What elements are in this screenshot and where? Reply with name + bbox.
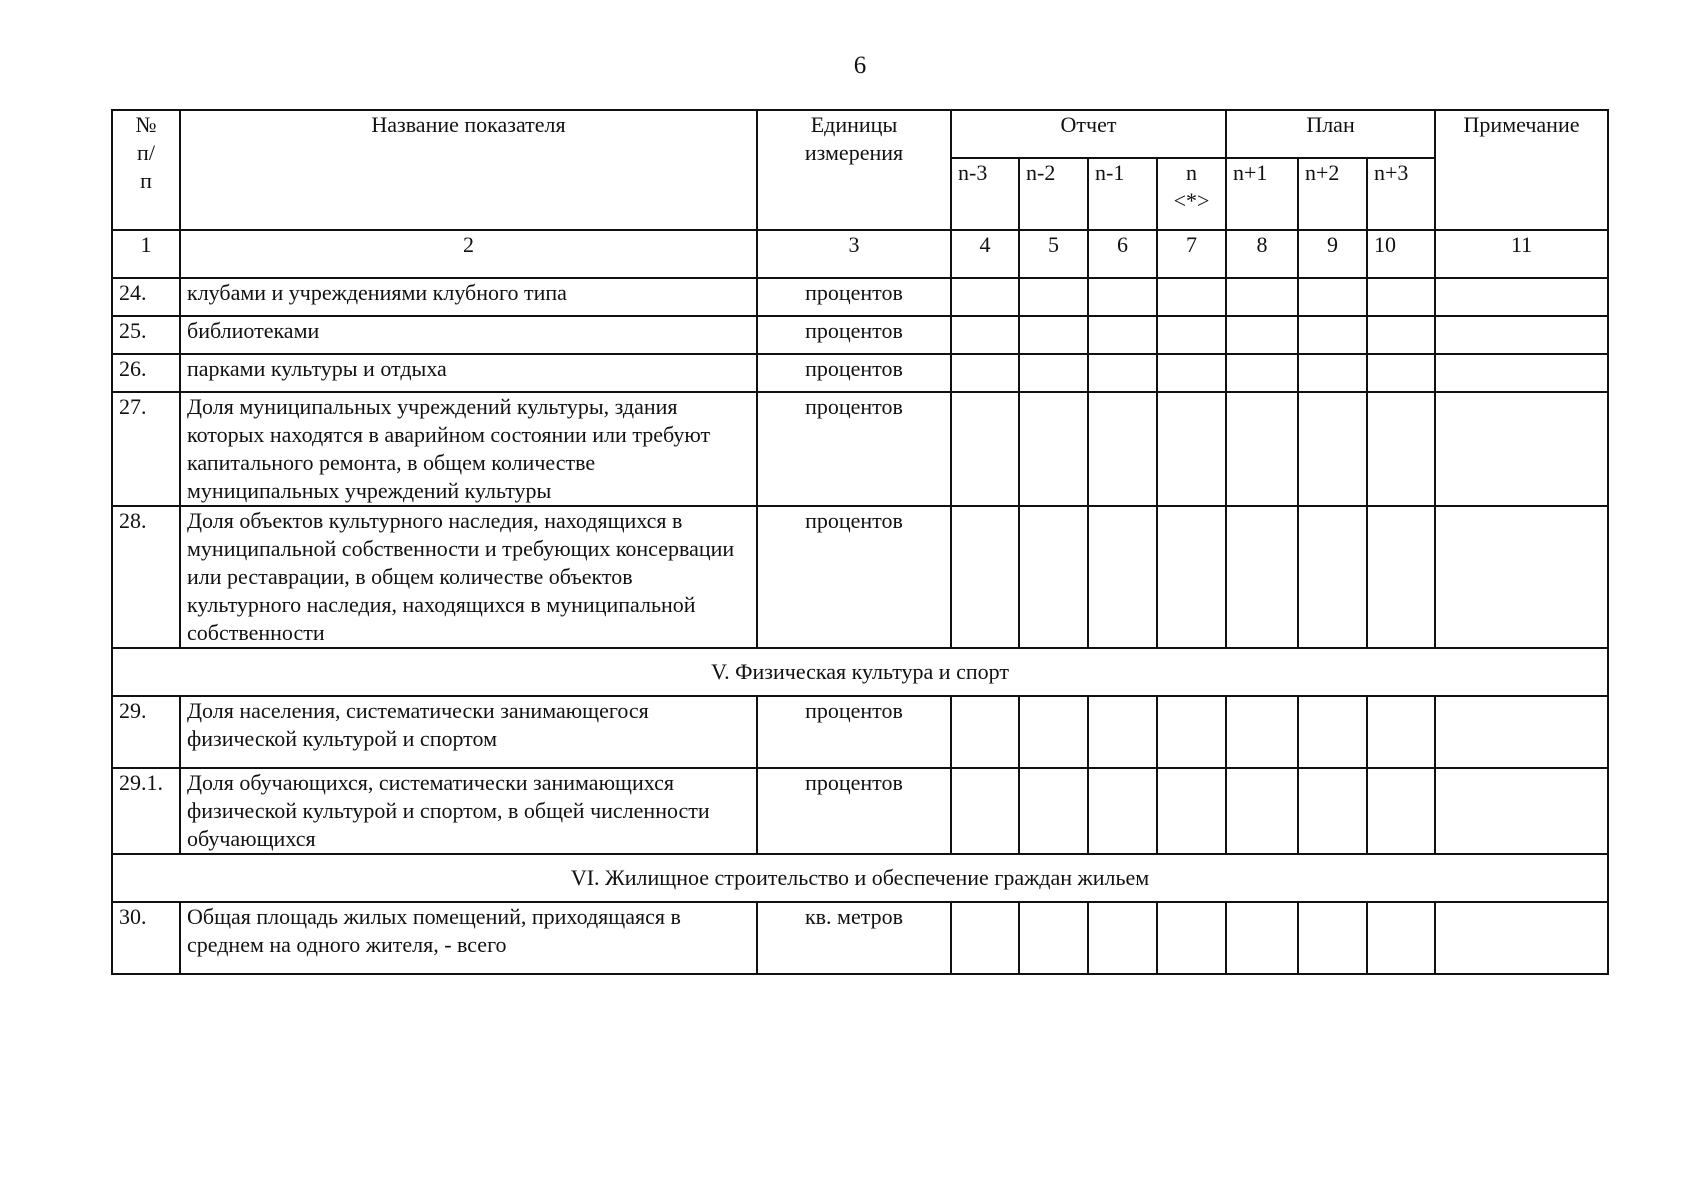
value-cell: [1226, 354, 1298, 392]
row-name: Доля муниципальных учреждений культуры, здания которых находятся в аварийном состоянии или требуют капитального ремонта, в общем количестве муниципальных учреждений культуры: [180, 392, 757, 506]
note-cell: [1435, 392, 1608, 506]
value-cell: [1298, 902, 1367, 974]
header-plan: План: [1226, 110, 1435, 158]
value-cell: [951, 316, 1019, 354]
row-number: 30.: [112, 902, 180, 974]
column-number: 2: [180, 230, 757, 278]
row-number: 29.1.: [112, 768, 180, 854]
value-cell: [1226, 316, 1298, 354]
header-plan-col: n+2: [1298, 158, 1367, 230]
row-unit: процентов: [757, 506, 951, 648]
value-cell: [1019, 392, 1088, 506]
value-cell: [1226, 278, 1298, 316]
row-unit: процентов: [757, 768, 951, 854]
value-cell: [951, 768, 1019, 854]
value-cell: [951, 392, 1019, 506]
value-cell: [1088, 278, 1157, 316]
value-cell: [951, 506, 1019, 648]
row-name: Общая площадь жилых помещений, приходящаяся в среднем на одного жителя, - всего: [180, 902, 757, 974]
value-cell: [1019, 768, 1088, 854]
note-cell: [1435, 278, 1608, 316]
value-cell: [1367, 506, 1435, 648]
note-cell: [1435, 354, 1608, 392]
value-cell: [1088, 768, 1157, 854]
note-cell: [1435, 902, 1608, 974]
header-report-col: n-1: [1088, 158, 1157, 230]
table-row: [112, 696, 1608, 768]
value-cell: [1157, 354, 1226, 392]
section-row: [112, 854, 1608, 902]
note-cell: [1435, 768, 1608, 854]
column-number: 11: [1435, 230, 1608, 278]
value-cell: [951, 902, 1019, 974]
column-numbers-row: [112, 230, 1608, 278]
row-unit: процентов: [757, 316, 951, 354]
column-number: 10: [1367, 230, 1435, 278]
row-unit: процентов: [757, 354, 951, 392]
value-cell: [1226, 696, 1298, 768]
value-cell: [1019, 354, 1088, 392]
value-cell: [1226, 768, 1298, 854]
value-cell: [1157, 696, 1226, 768]
value-cell: [1088, 902, 1157, 974]
value-cell: [1298, 506, 1367, 648]
value-cell: [1088, 316, 1157, 354]
section-row: [112, 648, 1608, 696]
value-cell: [1157, 902, 1226, 974]
value-cell: [1226, 392, 1298, 506]
header-plan-col: n+1: [1226, 158, 1298, 230]
header-note: Примечание: [1435, 110, 1608, 230]
header-report-col: n <*>: [1157, 158, 1226, 230]
value-cell: [951, 278, 1019, 316]
value-cell: [1298, 354, 1367, 392]
row-name: Доля обучающихся, систематически занимающихся физической культурой и спортом, в общей численности обучающихся: [180, 768, 757, 854]
header-num: № п/п: [112, 110, 180, 230]
value-cell: [1157, 316, 1226, 354]
value-cell: [1298, 392, 1367, 506]
value-cell: [1367, 278, 1435, 316]
table-row: [112, 768, 1608, 854]
value-cell: [1367, 392, 1435, 506]
value-cell: [1088, 392, 1157, 506]
value-cell: [1019, 278, 1088, 316]
value-cell: [1019, 696, 1088, 768]
header-plan-col: n+3: [1367, 158, 1435, 230]
value-cell: [1088, 354, 1157, 392]
value-cell: [1298, 316, 1367, 354]
value-cell: [1367, 902, 1435, 974]
note-cell: [1435, 696, 1608, 768]
value-cell: [1367, 696, 1435, 768]
header-report-col: n-2: [1019, 158, 1088, 230]
column-number: 4: [951, 230, 1019, 278]
row-name: библиотеками: [180, 316, 757, 354]
value-cell: [951, 696, 1019, 768]
column-number: 6: [1088, 230, 1157, 278]
row-name: парками культуры и отдыха: [180, 354, 757, 392]
value-cell: [1226, 902, 1298, 974]
table-row: [112, 506, 1608, 648]
table-row: [112, 392, 1608, 506]
table-row: [112, 902, 1608, 974]
value-cell: [1157, 392, 1226, 506]
table-row: [112, 316, 1608, 354]
row-name: Доля объектов культурного наследия, находящихся в муниципальной собственности и требующих консервации или реставрации, в общем количестве объектов культурного наследия, находящихся в муниципальной собственности: [180, 506, 757, 648]
row-name: клубами и учреждениями клубного типа: [180, 278, 757, 316]
column-number: 9: [1298, 230, 1367, 278]
section-title: VI. Жилищное строительство и обеспечение граждан жильем: [112, 854, 1608, 902]
section-title: V. Физическая культура и спорт: [112, 648, 1608, 696]
value-cell: [1367, 316, 1435, 354]
column-number: 3: [757, 230, 951, 278]
row-number: 25.: [112, 316, 180, 354]
note-cell: [1435, 316, 1608, 354]
value-cell: [1298, 768, 1367, 854]
value-cell: [1088, 506, 1157, 648]
row-number: 26.: [112, 354, 180, 392]
value-cell: [1367, 768, 1435, 854]
row-unit: процентов: [757, 392, 951, 506]
value-cell: [1367, 354, 1435, 392]
row-unit: процентов: [757, 278, 951, 316]
indicators-table: [111, 109, 1609, 975]
header-unit: Единицы измерения: [757, 110, 951, 230]
value-cell: [1298, 278, 1367, 316]
column-number: 1: [112, 230, 180, 278]
value-cell: [1019, 902, 1088, 974]
column-number: 8: [1226, 230, 1298, 278]
header-report: Отчет: [951, 110, 1226, 158]
row-number: 24.: [112, 278, 180, 316]
value-cell: [1157, 506, 1226, 648]
value-cell: [1157, 768, 1226, 854]
value-cell: [1088, 696, 1157, 768]
value-cell: [951, 354, 1019, 392]
table-row: [112, 278, 1608, 316]
row-name: Доля населения, систематически занимающегося физической культурой и спортом: [180, 696, 757, 768]
value-cell: [1019, 316, 1088, 354]
value-cell: [1226, 506, 1298, 648]
row-unit: кв. метров: [757, 902, 951, 974]
value-cell: [1298, 696, 1367, 768]
row-number: 29.: [112, 696, 180, 768]
header-name: Название показателя: [180, 110, 757, 230]
table-row: [112, 354, 1608, 392]
header-report-col: n-3: [951, 158, 1019, 230]
column-number: 7: [1157, 230, 1226, 278]
row-unit: процентов: [757, 696, 951, 768]
note-cell: [1435, 506, 1608, 648]
column-number: 5: [1019, 230, 1088, 278]
value-cell: [1019, 506, 1088, 648]
row-number: 27.: [112, 392, 180, 506]
header-row: [112, 110, 1608, 158]
row-number: 28.: [112, 506, 180, 648]
page-number: 6: [853, 52, 867, 79]
value-cell: [1157, 278, 1226, 316]
